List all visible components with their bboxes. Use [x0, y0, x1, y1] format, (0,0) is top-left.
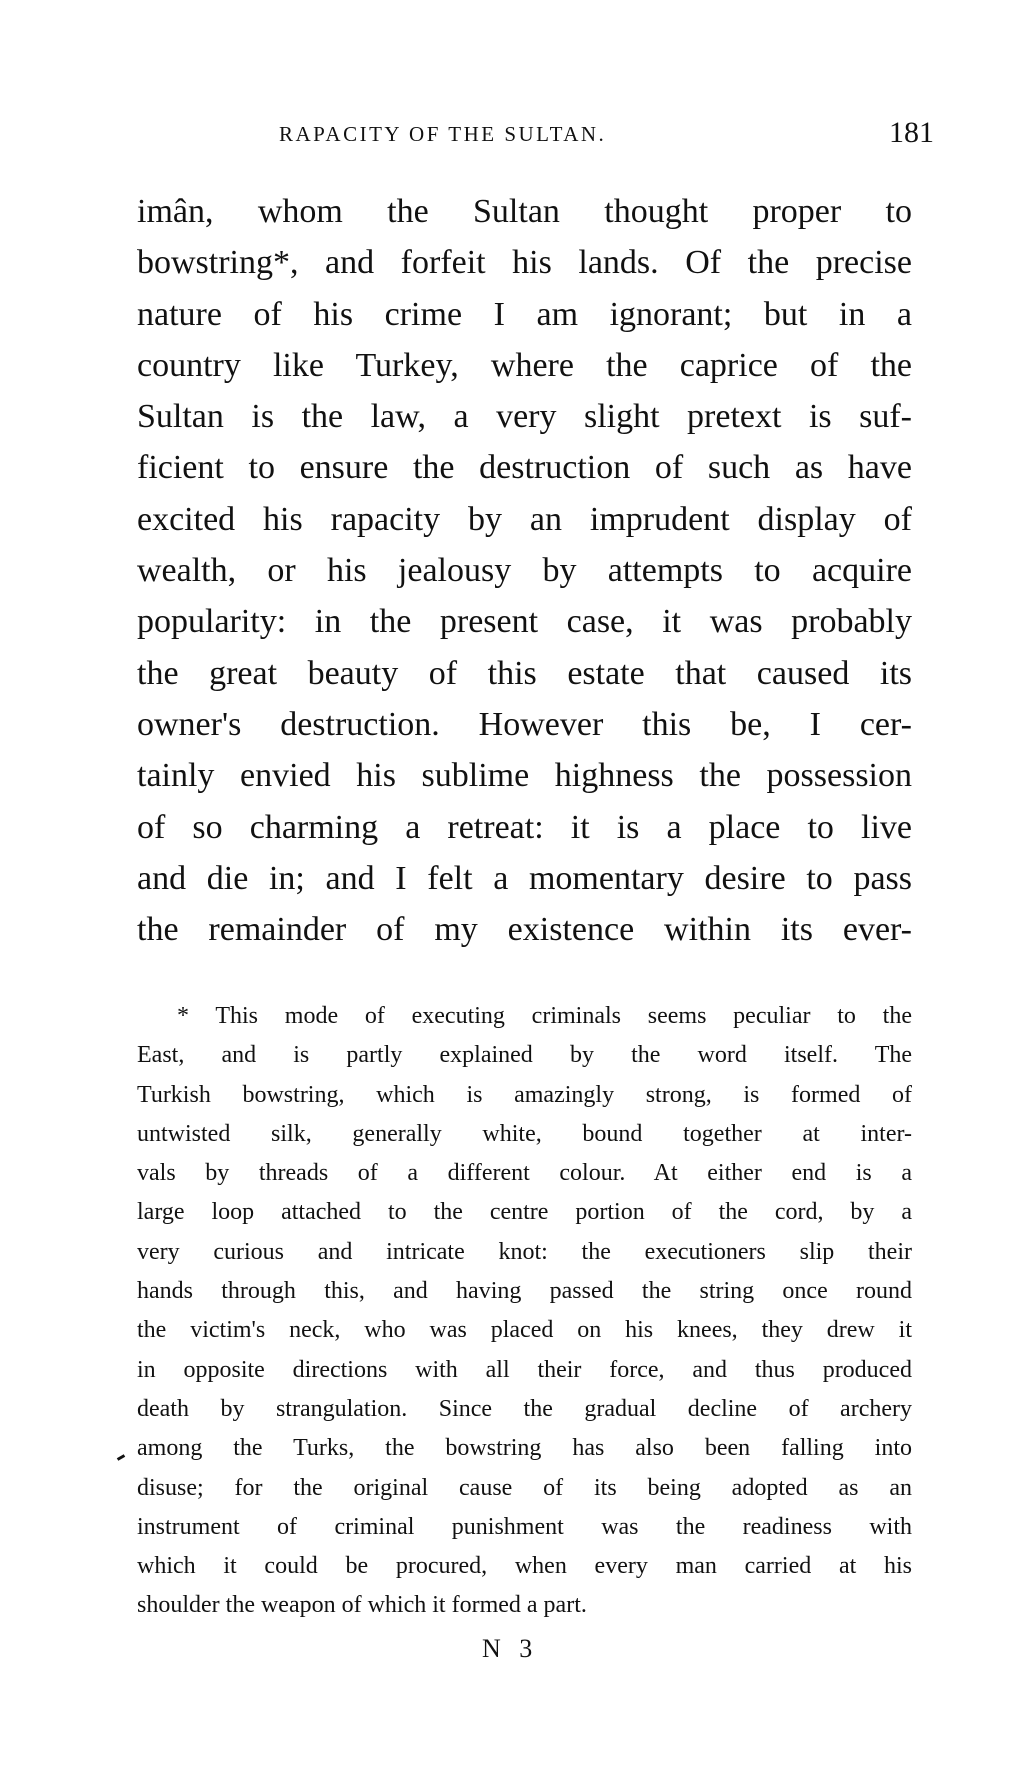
body-line: Sultan is the law, a very slight pretext is suf-	[137, 398, 912, 436]
footnote-line: shoulder the weapon of which it formed a part.	[137, 1592, 587, 1619]
footnote-line: vals by threads of a different colour. At either end is a	[137, 1160, 912, 1187]
body-line: bowstring*, and forfeit his lands. Of the precise	[137, 244, 912, 282]
footnote-line: * This mode of executing criminals seems peculiar to the	[177, 1003, 912, 1029]
footnote-line: Turkish bowstring, which is amazingly strong, is formed of	[137, 1081, 912, 1108]
running-title: RAPACITY OF THE SULTAN.	[279, 122, 607, 146]
footnote-line: death by strangulation. Since the gradual decline of archery	[137, 1395, 912, 1422]
footnote	[137, 997, 912, 1626]
body-line: wealth, or his jealousy by attempts to acquire	[137, 552, 912, 590]
footnote-line: East, and is partly explained by the word itself. The	[137, 1042, 912, 1069]
body-line: excited his rapacity by an imprudent display of	[137, 500, 912, 538]
body-line: nature of his crime I am ignorant; but in a	[137, 295, 912, 333]
signature-mark: N 3	[482, 1634, 539, 1663]
footnote-line: which it could be procured, when every man carried at his	[137, 1553, 912, 1580]
body-text	[137, 186, 912, 955]
footnote-line: large loop attached to the centre portion of the cord, by a	[137, 1199, 912, 1226]
footnote-line: among the Turks, the bowstring has also been falling into	[137, 1435, 912, 1462]
footnote-line: in opposite directions with all their force, and thus produced	[137, 1356, 912, 1383]
footnote-line: very curious and intricate knot: the executioners slip their	[137, 1238, 912, 1265]
body-line: country like Turkey, where the caprice of the	[137, 346, 912, 384]
running-header	[279, 118, 934, 154]
body-line: popularity: in the present case, it was probably	[137, 603, 912, 641]
footnote-line: disuse; for the original cause of its being adopted as an	[137, 1474, 912, 1501]
body-line: and die in; and I felt a momentary desire to pass	[137, 859, 912, 897]
footnote-line: instrument of criminal punishment was the readiness with	[137, 1513, 912, 1540]
footnote-line: hands through this, and having passed the string once round	[137, 1278, 912, 1305]
body-line: tainly envied his sublime highness the possession	[137, 757, 912, 795]
footnote-line: untwisted silk, generally white, bound together at inter-	[137, 1120, 912, 1147]
page-number: 181	[889, 116, 934, 149]
body-line: of so charming a retreat: it is a place to live	[137, 808, 912, 846]
body-line: ficient to ensure the destruction of such as have	[137, 449, 912, 487]
body-line: the great beauty of this estate that caused its	[137, 654, 912, 692]
ink-mark	[117, 1454, 125, 1461]
footnote-line: the victim's neck, who was placed on his knees, they drew it	[137, 1317, 912, 1344]
body-line: owner's destruction. However this be, I cer-	[137, 705, 912, 743]
body-line: imân, whom the Sultan thought proper to	[137, 193, 912, 230]
body-line: the remainder of my existence within its ever-	[137, 911, 912, 949]
